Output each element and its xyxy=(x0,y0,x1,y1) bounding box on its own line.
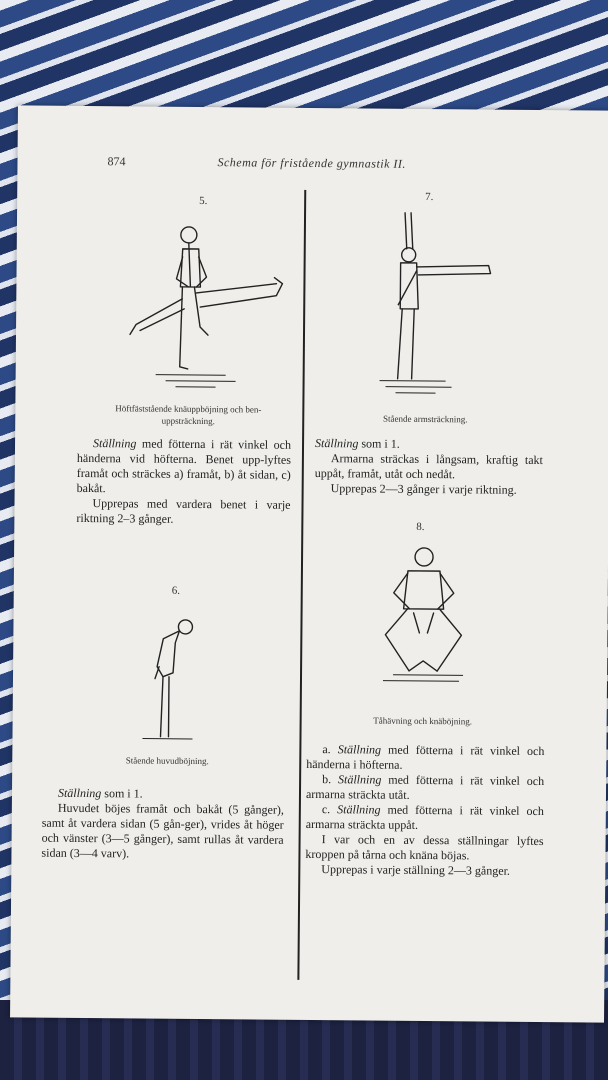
figure-8-paragraph-c xyxy=(306,802,544,834)
figure-8-text xyxy=(305,742,544,879)
item-prefix: c. xyxy=(321,802,338,817)
paragraph-text: Huvudet böjes framåt och bakåt (5 gånger), samt åt vardera sidan (5 gån-ger), vrides åt höger och vänster (3—5 gånger), samt rullas åt vardera sidan (3—4 varv). xyxy=(41,800,284,861)
paragraph-text: I var och en av dessa ställningar lyftes kroppen på tårna och knäna böjas. xyxy=(305,832,544,863)
figure-5-illustration xyxy=(115,216,287,397)
figure-7-illustration xyxy=(355,208,507,409)
figure-7-paragraph-2 xyxy=(315,451,543,483)
figure-8-paragraph-a xyxy=(306,742,544,774)
paragraph-text: med fötterna i rät vinkel och händerna i höfterna. xyxy=(306,742,545,772)
emph: Ställning xyxy=(314,436,359,451)
page-header xyxy=(17,153,608,178)
paragraph-text: med fötterna i rät vinkel och armarna sträckta utåt. xyxy=(305,772,545,802)
paragraph-text: Upprepas i varje ställning 2—3 gånger. xyxy=(321,862,511,878)
figure-7-caption: Stående armsträckning. xyxy=(382,413,468,425)
figure-6-text xyxy=(41,786,284,863)
figure-5-paragraph-1 xyxy=(77,436,292,498)
figure-5-text xyxy=(76,436,291,528)
item-prefix: b. xyxy=(322,772,339,787)
figure-6-paragraph-2 xyxy=(41,801,284,863)
emph: Ställning xyxy=(92,436,137,451)
book-page xyxy=(10,105,608,1022)
emph: Ställning xyxy=(337,772,382,787)
figure-7-text xyxy=(315,436,544,498)
emph: Ställning xyxy=(337,742,382,757)
figure-5-caption: Höftfäststående knäuppböjning och ben- uppsträckning. xyxy=(115,403,262,427)
emph: Ställning xyxy=(337,802,381,817)
page-number: 874 xyxy=(107,154,126,169)
figure-8-paragraph-4 xyxy=(305,832,543,864)
figure-7-paragraph-3 xyxy=(315,481,543,498)
figure-8-caption: Tåhävning och knäböjning. xyxy=(373,715,473,727)
figure-8-paragraph-b xyxy=(306,772,544,804)
figure-6-caption: Stående huvudböjning. xyxy=(125,755,209,767)
running-title: Schema för fristående gymnastik II. xyxy=(217,155,407,171)
figure-6-illustration xyxy=(122,606,243,747)
figure-5-paragraph-2 xyxy=(76,496,290,528)
paragraph-text: Upprepas 2—3 gånger i varje riktning. xyxy=(330,481,517,497)
paragraph-text: med fötterna i rät vinkel och händerna vid höfterna. Benet upp-lyftes framåt och sträckes a) framåt, b) åt sidan, c) bakåt. xyxy=(76,436,292,496)
paragraph-text: Upprepas med vardera benet i varje riktning 2–3 gånger. xyxy=(76,496,291,526)
figure-8-illustration xyxy=(363,542,484,703)
paragraph-text: med fötterna i rät vinkel och armarna sträckta uppåt. xyxy=(305,802,544,832)
figure-8-paragraph-5 xyxy=(305,862,543,879)
emph: Ställning xyxy=(57,785,102,801)
figure-7-number: 7. xyxy=(425,190,434,204)
figure-6-number: 6. xyxy=(171,584,181,597)
paragraph-text: som i 1. xyxy=(101,786,143,801)
figure-8-number: 8. xyxy=(416,520,425,533)
item-prefix: a. xyxy=(322,742,338,757)
paragraph-text: Armarna sträckas i långsam, kraftig takt uppåt, framåt, utåt och nedåt. xyxy=(314,451,543,482)
figure-5-number: 5. xyxy=(199,195,208,208)
paragraph-text: som i 1. xyxy=(358,436,400,451)
